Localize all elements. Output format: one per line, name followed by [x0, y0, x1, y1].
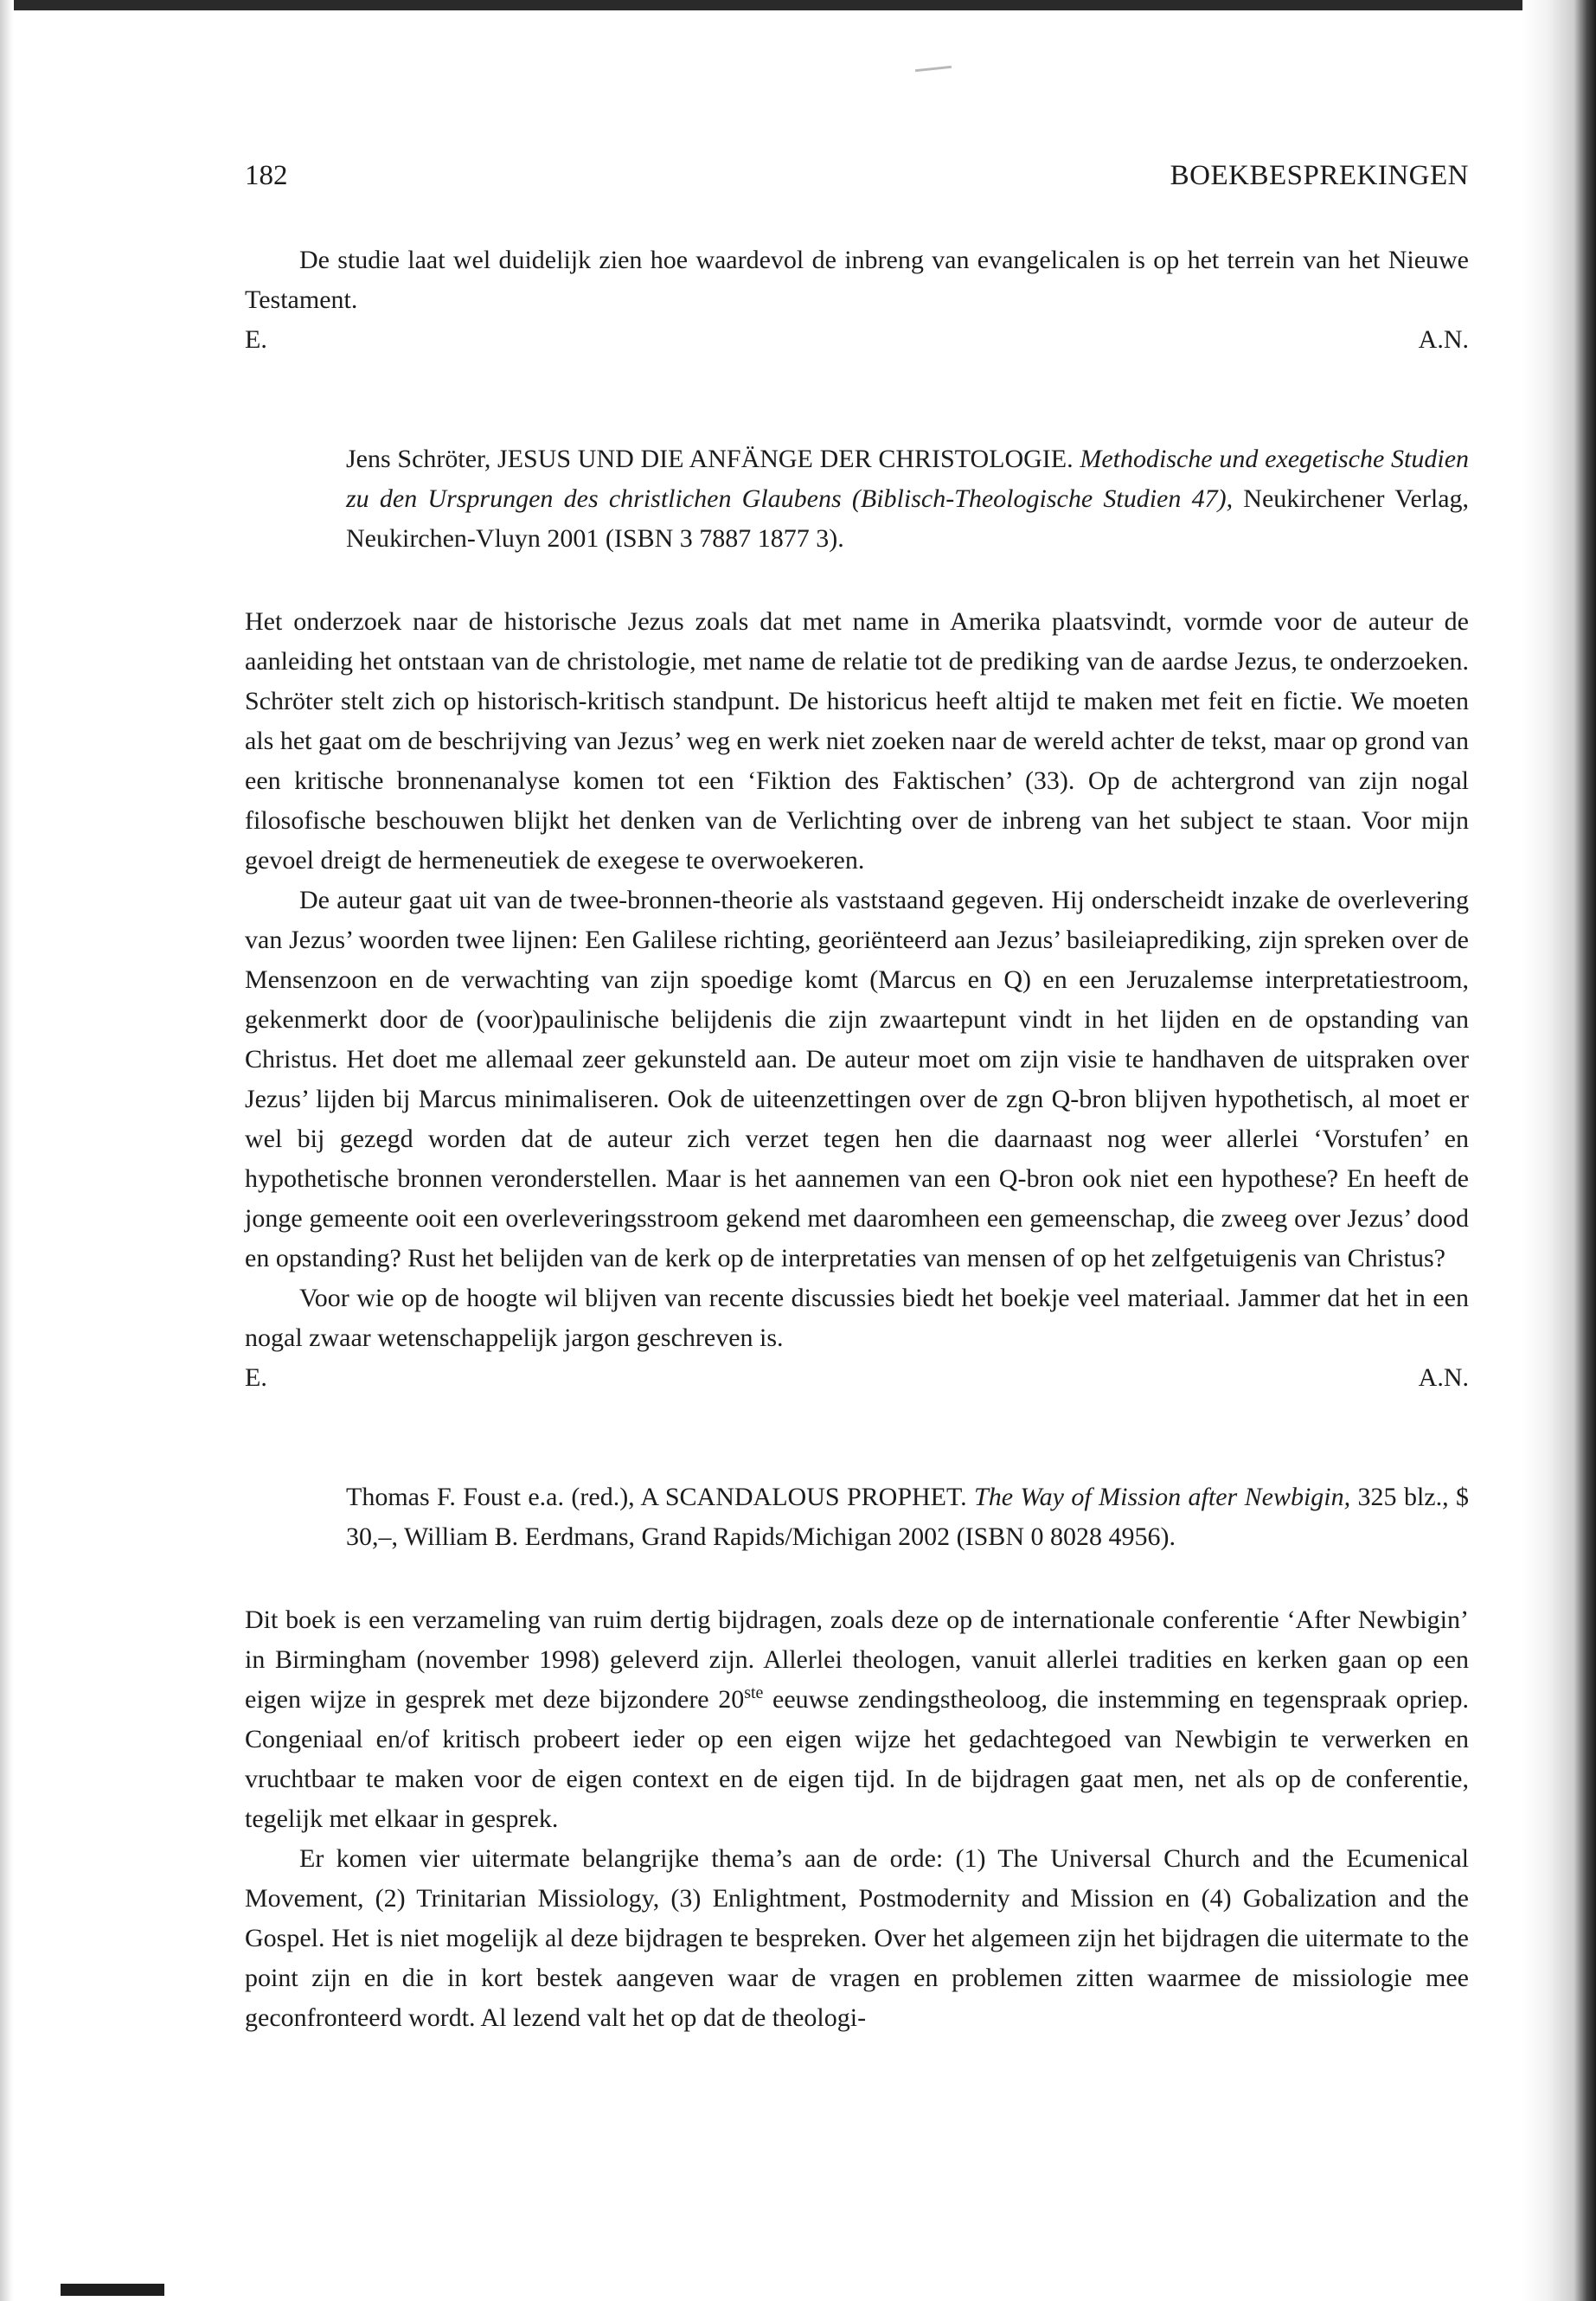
ref-author-title: Jens Schröter, JESUS UND DIE ANFÄNGE DER CHRISTOLOGIE. — [346, 445, 1074, 473]
running-header — [245, 156, 1469, 208]
review-paragraph: Voor wie op de hoogte wil blijven van recente discussies biedt het boekje veel materiaal. Jammer dat het in een nogal zwaar wetenschappelijk jargon geschreven is. — [245, 1284, 1469, 1352]
signature-initials: A.N. — [1418, 1363, 1469, 1392]
review-paragraph: De auteur gaat uit van de twee-bronnen-theorie als vaststaand gegeven. Hij onderscheidt inzake de overlevering van Jezus’ woorden twee lijnen: Een Galilese richting, georiënteerd aan Jezus’ basileiaprediking, zijn spreken over de Mensenzoon en de verwachting van zijn spoedige komt (Marcus en Q) en een Jeruzalemse interpretatiestroom, gekenmerkt door de (voor)paulinische belijdenis die zijn zwaartepunt vindt in het lijden en de opstanding van Christus. Het doet me allemaal zeer gekunsteld aan. De auteur moet om zijn visie te handhaven de uitspraken over Jezus’ lijden bij Marcus minimaliseren. Ook de uiteenzettingen over de zgn Q-bron blijven hypothetisch, al moet er wel bij gezegd worden dat de auteur zich verzet tegen hen die daarnaast nog weer allerlei ‘Vorstufen’ en hypothetische bronnen veronderstellen. Maar is het aannemen van een Q-bron ook niet een hypothese? En heeft de jonge gemeente ooit een overleveringsstroom gekend met daaromheen een gemeenschap, die zweeg over Jezus’ dood en opstanding? Rust het belijden van de kerk op de interpretaties van mensen of op het zelfgetuigenis van Christus? — [245, 886, 1469, 1272]
paragraph-text: eeuwse zendingstheoloog, die instemming en tegenspraak opriep. Congeniaal en/of kritisch probeert ieder op een eigen wijze het gedachtegoed van Newbigin te verwerken en vruchtbaar te maken voor de eigen context en de eigen tijd. In de bijdragen gaat men, net als op de conferentie, tegelijk met elkaar in gesprek. — [245, 1685, 1469, 1833]
scan-top-edge — [0, 0, 1596, 10]
running-title: BOEKBESPREKINGEN — [1170, 160, 1469, 191]
review-paragraph — [245, 1600, 1469, 1839]
page-number: 182 — [245, 160, 288, 191]
scan-right-edge — [1522, 0, 1596, 2301]
scan-left-edge — [0, 0, 14, 2301]
review-signature — [245, 1358, 1469, 1398]
review-reference-schroter — [346, 439, 1469, 559]
scan-bottom-mark — [61, 2284, 164, 2296]
review-reference-foust — [346, 1477, 1469, 1557]
review-paragraph: Het onderzoek naar de historische Jezus zoals dat met name in Amerika plaatsvindt, vormde voor de auteur de aanleiding het ontstaan van de christologie, met name de relatie tot de prediking van de aardse Jezus, te onderzoeken. Schröter stelt zich op historisch-kritisch standpunt. De historicus heeft altijd te maken met feit en fictie. We moeten als het gaat om de beschrijving van Jezus’ weg en werk niet zoeken naar de wereld achter de tekst, maar op grond van een kritische bronnenanalyse komen tot een ‘Fiktion des Faktischen’ (33). Op de achtergrond van zijn nogal filosofische beschouwen blijkt het denken van de Verlichting over de inbreng van het subject te staan. Voor mijn gevoel dreigt de hermeneutiek de exegese te overwoekeren. — [245, 607, 1469, 875]
intro-signature — [245, 320, 1469, 360]
scan-speck — [915, 66, 952, 72]
intro-paragraph: De studie laat wel duidelijk zien hoe waardevol de inbreng van evangelicalen is op het terrein van het Nieuwe Testament. — [245, 246, 1469, 314]
ref-subtitle: The Way of Mission after Newbigin, — [974, 1483, 1351, 1511]
review-paragraph: Er komen vier uitermate belangrijke thema’s aan de orde: (1) The Universal Church and the Ecumenical Movement, (2) Trinitarian Missiology, (3) Enlightment, Postmodernity and Mission en (4) Gobalization and the Gospel. Het is niet mogelijk al deze bijdragen te bespreken. Over het algemeen zijn het bijdragen die uitermate to the point zijn en die in kort bestek aangeven waar de vragen en problemen zitten waarmee de missiologie mee geconfronteerd wordt. Al lezend valt het op dat de theologi- — [245, 1844, 1469, 2032]
ref-publisher: Neukirchener Verlag, Neukirchen-Vluyn 2001 (ISBN 3 7887 1877 3). — [346, 484, 1470, 553]
signature-initials: A.N. — [1418, 325, 1469, 354]
paragraph-text: Dit boek is een verzameling van ruim dertig bijdragen, zoals deze op de internationale conferentie ‘After Newbigin’ in Birmingham (november 1998) geleverd zijn. Allerlei theologen, vanuit allerlei tradities en kerken gaan op een eigen wijze in gesprek met deze bijzondere 20 — [245, 1606, 1469, 1714]
ordinal-suffix: ste — [744, 1683, 764, 1702]
signature-left: E. — [245, 1363, 267, 1392]
book-page — [245, 156, 1469, 2038]
signature-left: E. — [245, 325, 267, 354]
ref-publisher: 325 blz., $ 30,–, William B. Eerdmans, Grand Rapids/Michigan 2002 (ISBN 0 8028 4956). — [346, 1483, 1470, 1551]
ref-subtitle: Methodische und exegetische Studien zu den Ursprungen des christlichen Glaubens (Biblisch-Theologische Studien 47), — [346, 445, 1470, 513]
ref-author-title: Thomas F. Foust e.a. (red.), A SCANDALOUS PROPHET. — [346, 1483, 967, 1511]
